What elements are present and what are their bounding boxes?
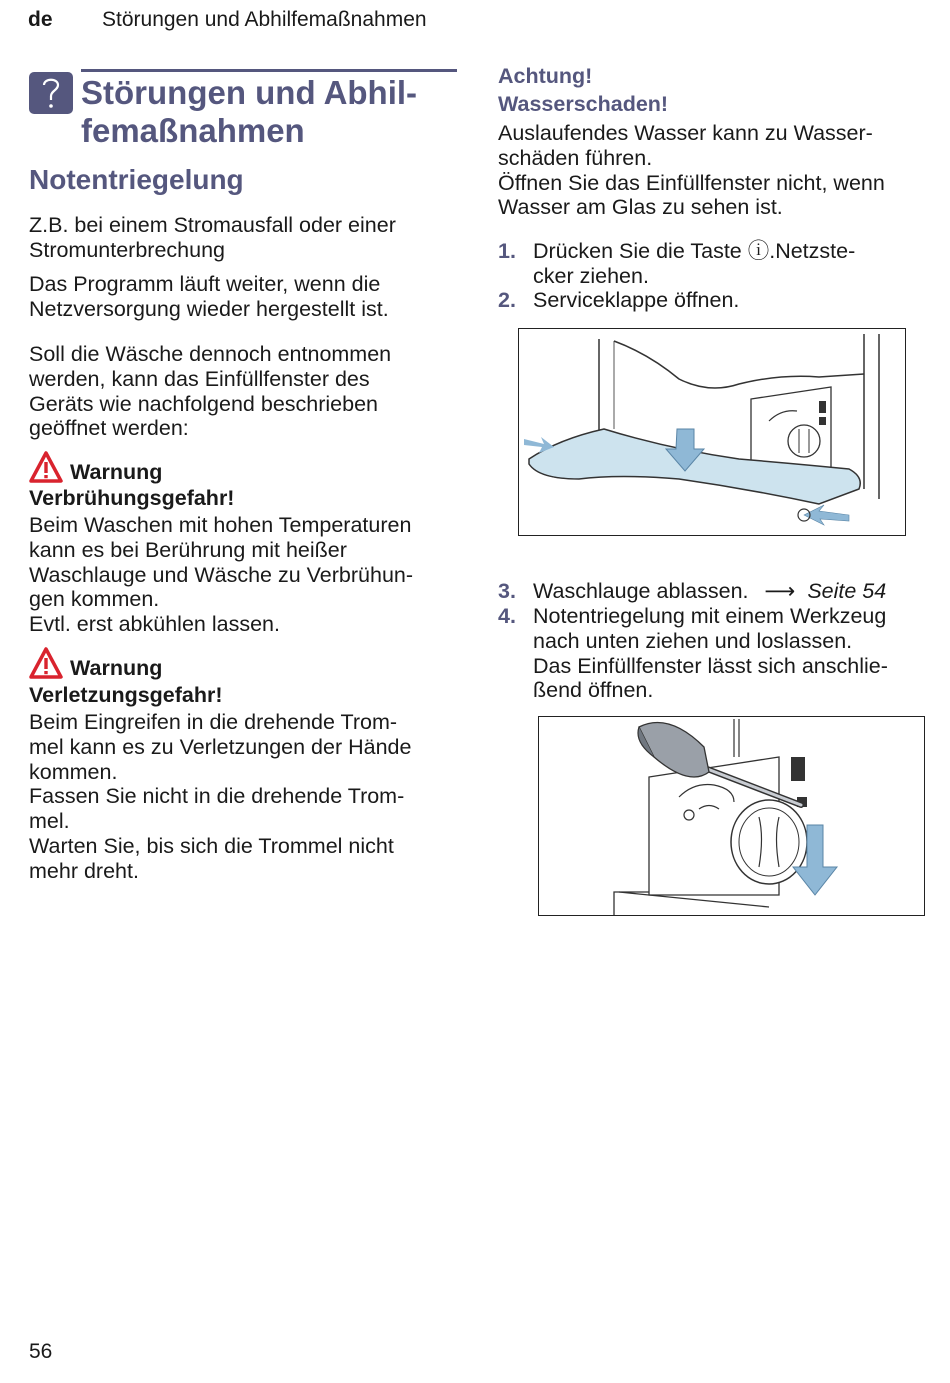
text-line: Netzversorgung wieder hergestellt ist. [29, 296, 389, 321]
page-title-line: Störungen und Abhil- [81, 74, 418, 111]
warning-heading: Verletzungsgefahr! [29, 683, 223, 707]
text-line: Drücken Sie die Taste ⓘ.Netzste- [533, 239, 856, 263]
caution-text [498, 121, 885, 220]
text-line: Beim Waschen mit hohen Temperaturen [29, 513, 412, 537]
page-number: 56 [29, 1340, 53, 1363]
question-icon [29, 72, 73, 114]
step-number: 4. [498, 604, 516, 628]
step-text [533, 579, 886, 604]
page-reference-link[interactable]: Seite 54 [807, 579, 887, 603]
step-instruction: Waschlauge ablassen. [533, 579, 749, 603]
text-line: Evtl. erst abkühlen lassen. [29, 612, 280, 637]
warning-label: Warnung [70, 656, 163, 680]
step-text: Serviceklappe öffnen. [533, 288, 740, 312]
text-line: mehr dreht. [29, 858, 139, 883]
step-number: 2. [498, 288, 516, 312]
warning-label: Warnung [70, 460, 163, 484]
text-line: ßend öffnen. [533, 678, 654, 703]
text-line: Das Programm läuft weiter, wenn die [29, 272, 381, 296]
paragraph-remove-laundry [29, 342, 391, 441]
running-header: Störungen und Abhilfemaßnahmen [102, 8, 427, 31]
step-number: 3. [498, 579, 516, 603]
text-line: gen kommen. [29, 587, 160, 612]
text-line: nach unten ziehen und loslassen. [533, 628, 853, 653]
caution-subject: Wasserschaden! [498, 91, 669, 116]
warning-text [29, 710, 411, 884]
step-number: 1. [498, 239, 516, 263]
arrow-right-icon: ⟶ [764, 579, 796, 603]
page-title-line: femaßnahmen [81, 112, 305, 149]
emergency-release-illustration [538, 716, 925, 916]
text-line: Notentriegelung mit einem Werkzeug [533, 604, 887, 628]
text-line: mel kann es zu Verletzungen der Hände [29, 734, 412, 759]
section-subtitle: Notentriegelung [29, 164, 244, 195]
warning-text [29, 513, 413, 637]
text-line: Wasser am Glas zu sehen ist. [498, 195, 783, 220]
text-line: Waschlauge und Wäsche zu Verbrühun- [29, 562, 414, 587]
paragraph-continue [29, 272, 389, 322]
text-line: cker ziehen. [533, 263, 649, 288]
text-line: kann es bei Berührung mit heißer [29, 537, 347, 562]
warning-heading: Verbrühungsgefahr! [29, 486, 235, 510]
step-text [533, 239, 855, 289]
text-line: schäden führen. [498, 145, 653, 170]
language-code: de [28, 8, 53, 31]
text-line: mel. [29, 809, 70, 834]
text-line: Z.B. bei einem Stromausfall oder einer [29, 213, 396, 237]
caution-heading [498, 63, 668, 118]
title-rule [81, 69, 457, 72]
text-line: Beim Eingreifen in die drehende Trom- [29, 710, 398, 734]
text-line: Stromunterbrechung [29, 237, 225, 262]
text-line: Soll die Wäsche dennoch entnommen [29, 342, 392, 366]
text-line: Warten Sie, bis sich die Trommel nicht [29, 833, 394, 858]
warning-triangle-icon [29, 451, 63, 483]
warning-triangle-icon [29, 647, 63, 679]
service-flap-illustration [518, 328, 906, 536]
text-line: Fassen Sie nicht in die drehende Trom- [29, 784, 405, 809]
step-text [533, 604, 888, 703]
text-line: Geräts wie nachfolgend beschrieben [29, 391, 378, 416]
page-title [81, 74, 471, 150]
text-line: Das Einfüllfenster lässt sich anschlie- [533, 653, 888, 678]
text-line: werden, kann das Einfüllfenster des [29, 366, 370, 391]
text-line: Auslaufendes Wasser kann zu Wasser- [498, 121, 873, 145]
text-line: kommen. [29, 759, 118, 784]
caution-label: Achtung! [498, 64, 593, 88]
text-line: Öffnen Sie das Einfüllfenster nicht, wenn [498, 170, 885, 195]
text-line: geöffnet werden: [29, 416, 189, 441]
paragraph-intro [29, 213, 396, 263]
